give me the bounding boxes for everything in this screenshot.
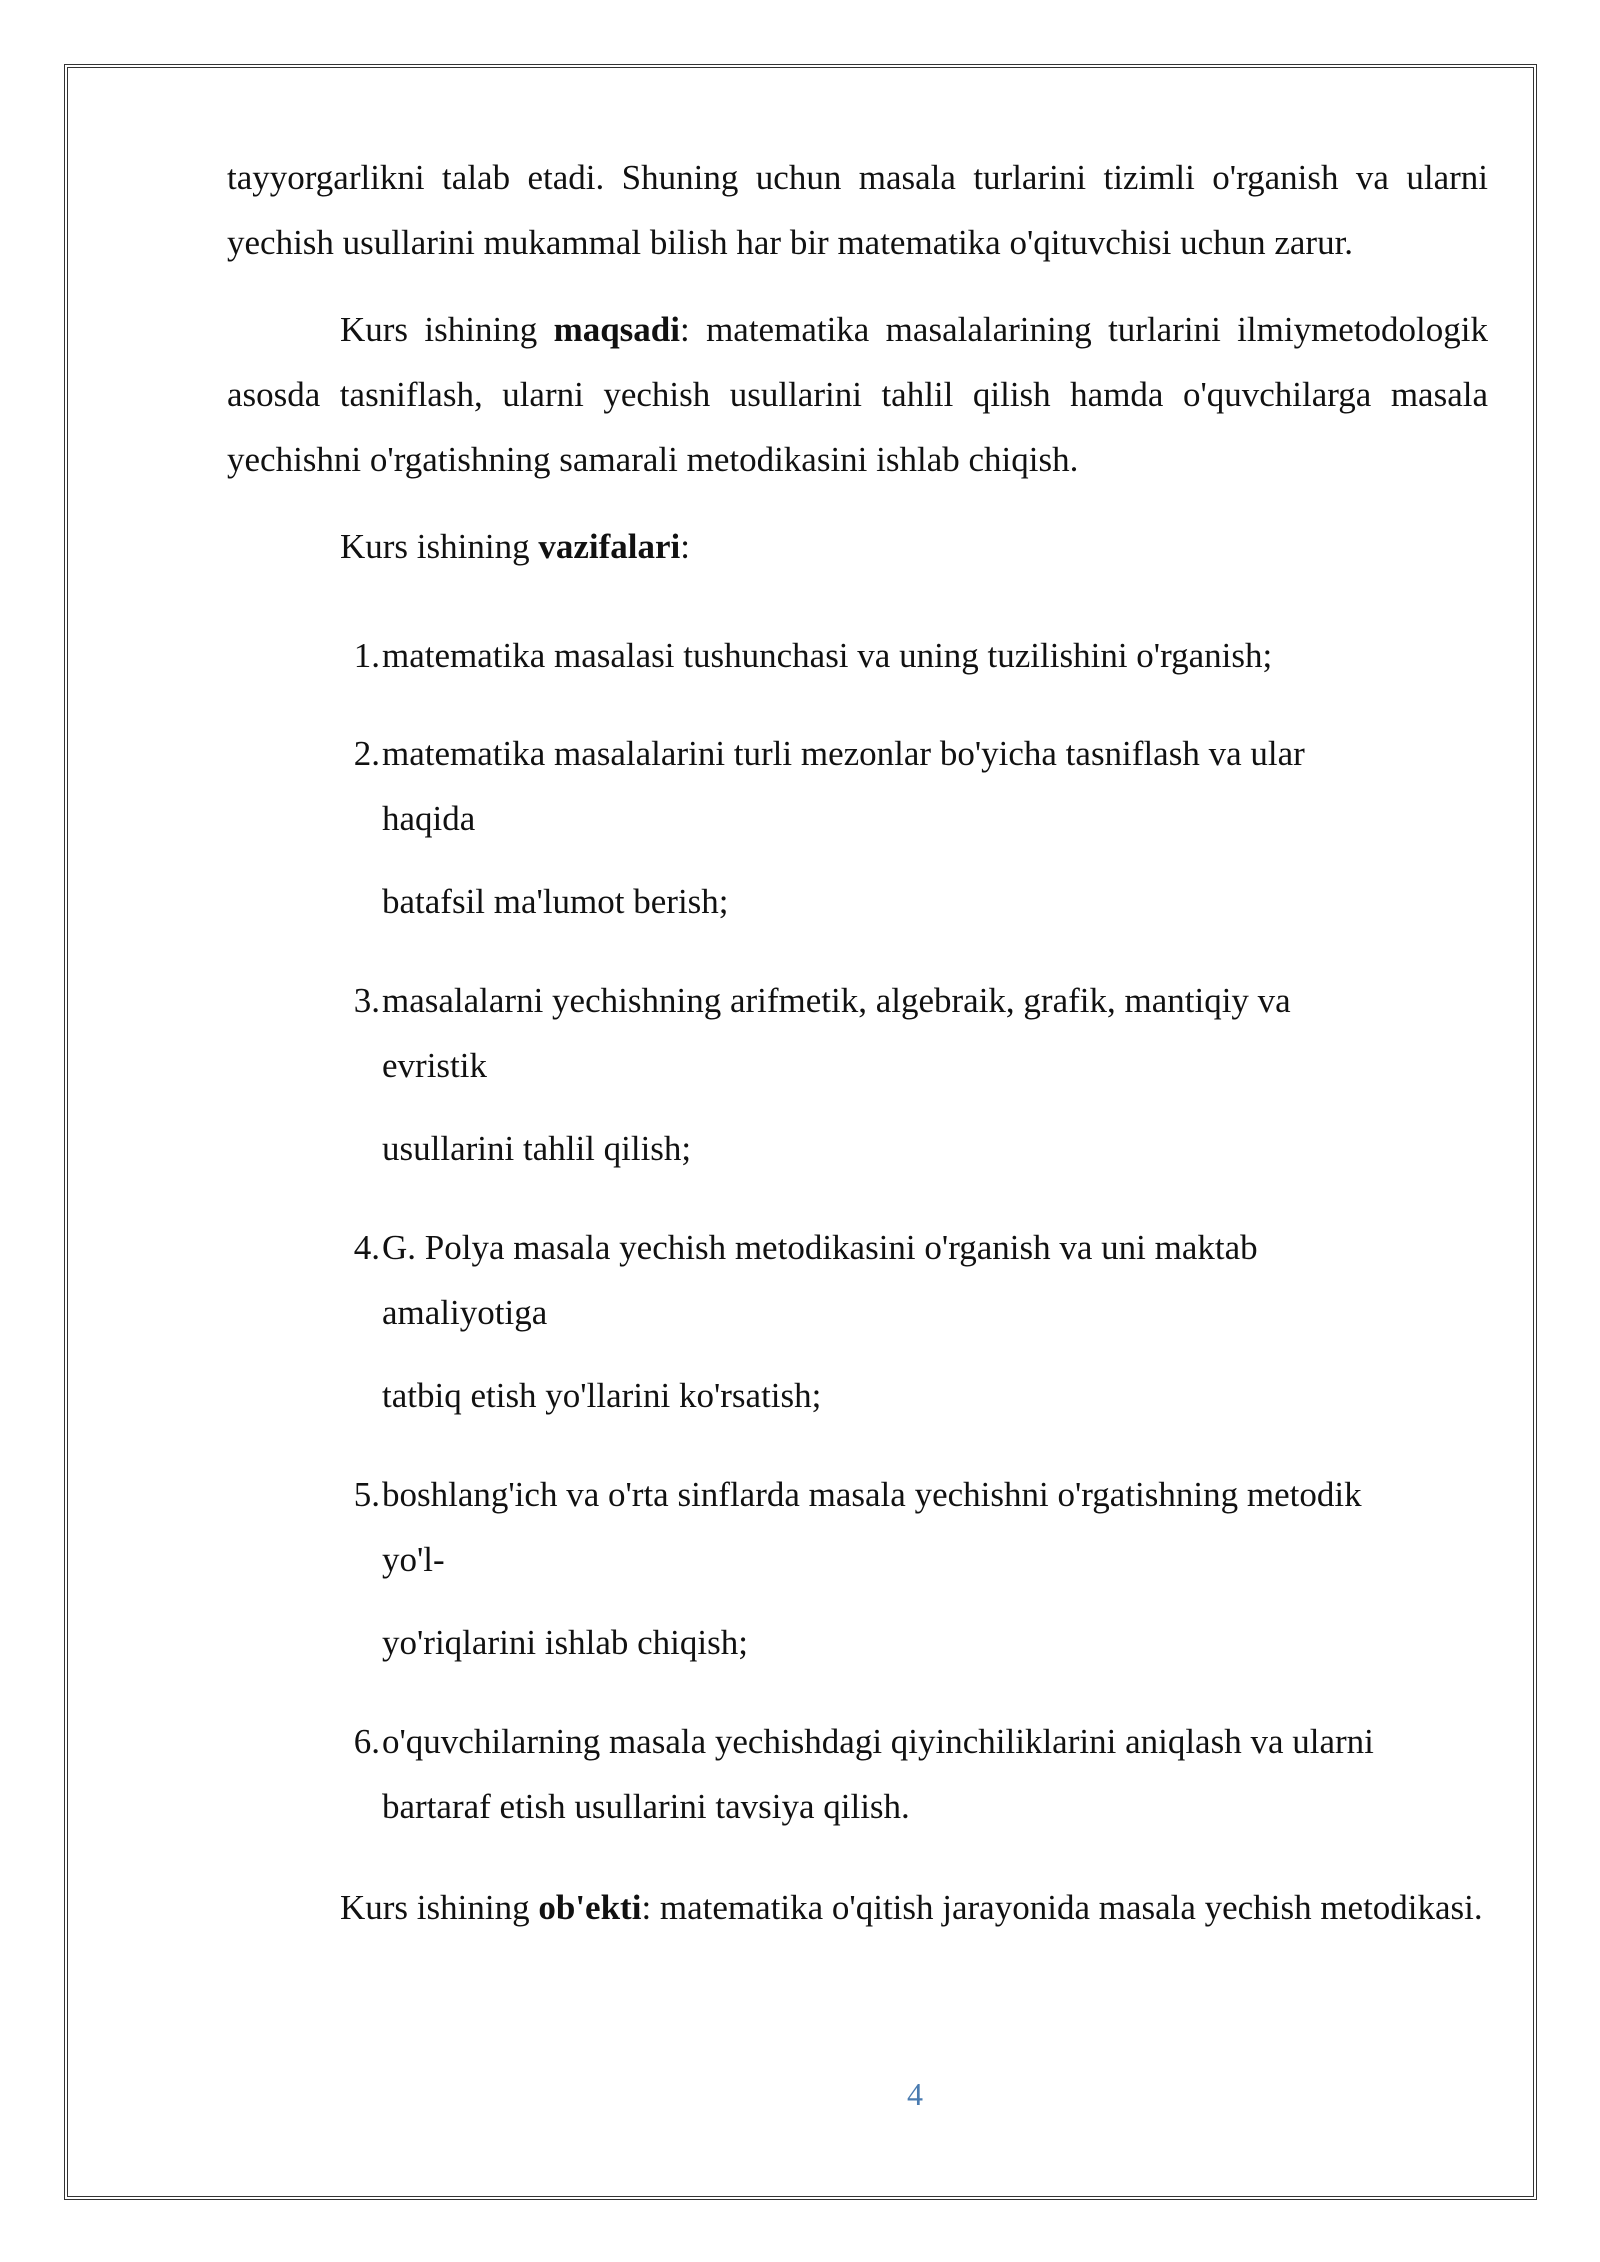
list-item-number: 4. xyxy=(353,1228,380,1267)
list-item-line: boshlang'ich va o'rta sinflarda masala yechishni o'rgatishning metodik xyxy=(382,1475,1362,1514)
list-item-line: bartaraf etish usullarini tavsiya qilish. xyxy=(382,1787,910,1826)
intro-line-2: yechish usullarini mukammal bilish har bir matematika o'qituvchisi uchun zarur. xyxy=(227,223,1354,262)
list-item-number: 5. xyxy=(353,1475,380,1514)
list-item-number: 6. xyxy=(353,1722,380,1761)
goal-prefix: Kurs ishining xyxy=(340,310,554,349)
list-item-text xyxy=(382,721,1482,934)
object-text xyxy=(227,1875,1488,1940)
list-item-line: o'quvchilarning masala yechishdagi qiyinchiliklarini aniqlash va ularni xyxy=(382,1722,1374,1761)
goal-text xyxy=(227,297,1488,492)
list-item-text xyxy=(382,1215,1482,1428)
list-item-text xyxy=(382,623,1482,688)
intro-line-1: tayyorgarlikni talab etadi. Shuning uchun masala turlarini tizimli o'rganish va ularni xyxy=(227,158,1488,197)
list-item-line: matematika masalalarini turli mezonlar bo'yicha tasniflash va ular xyxy=(382,734,1305,773)
list-item-line: yo'l- xyxy=(382,1540,445,1579)
list-item-line: evristik xyxy=(382,1046,487,1085)
object-keyword: ob'ekti xyxy=(538,1888,642,1927)
goal-body: : matematika masalalarining turlarini ilmiymetodologik asosda tasniflash, ularni yechish usullarini tahlil qilish hamda o'quvchilarga masala yechishni o'rgatishning samarali metodikasini ishlab chiqish. xyxy=(227,310,1488,479)
tasks-heading-suffix: : xyxy=(680,527,690,566)
list-item-line: haqida xyxy=(382,799,476,838)
list-item-line: yo'riqlarini ishlab chiqish; xyxy=(382,1623,748,1662)
list-item-number: 3. xyxy=(353,981,380,1020)
goal-paragraph xyxy=(227,297,1488,492)
list-item-line: tatbiq etish yo'llarini ko'rsatish; xyxy=(382,1376,822,1415)
tasks-heading-keyword: vazifalari xyxy=(538,527,681,566)
object-paragraph xyxy=(227,1875,1488,1940)
list-item-line: batafsil ma'lumot berish; xyxy=(382,882,729,921)
list-item-text xyxy=(382,968,1482,1181)
intro-paragraph xyxy=(227,145,1488,275)
list-item-line: amaliyotiga xyxy=(382,1293,548,1332)
goal-keyword: maqsadi xyxy=(553,310,680,349)
page-number: 4 xyxy=(907,2076,923,2112)
object-prefix: Kurs ishining xyxy=(340,1888,539,1927)
list-item-number: 2. xyxy=(353,734,380,773)
list-item-text xyxy=(382,1462,1482,1675)
list-item-line: matematika masalasi tushunchasi va uning tuzilishini o'rganish; xyxy=(382,636,1273,675)
list-item-text xyxy=(382,1709,1482,1839)
list-item-line: usullarini tahlil qilish; xyxy=(382,1129,692,1168)
tasks-heading-block xyxy=(227,514,1488,579)
list-item-line: masalalarni yechishning arifmetik, algebraik, grafik, mantiqiy va xyxy=(382,981,1291,1020)
tasks-heading-prefix: Kurs ishining xyxy=(340,527,539,566)
tasks-heading xyxy=(227,514,1488,579)
object-body: : matematika o'qitish jarayonida masala yechish metodikasi. xyxy=(641,1888,1483,1927)
list-item-line: G. Polya masala yechish metodikasini o'rganish va uni maktab xyxy=(382,1228,1258,1267)
list-item-number: 1. xyxy=(353,636,380,675)
